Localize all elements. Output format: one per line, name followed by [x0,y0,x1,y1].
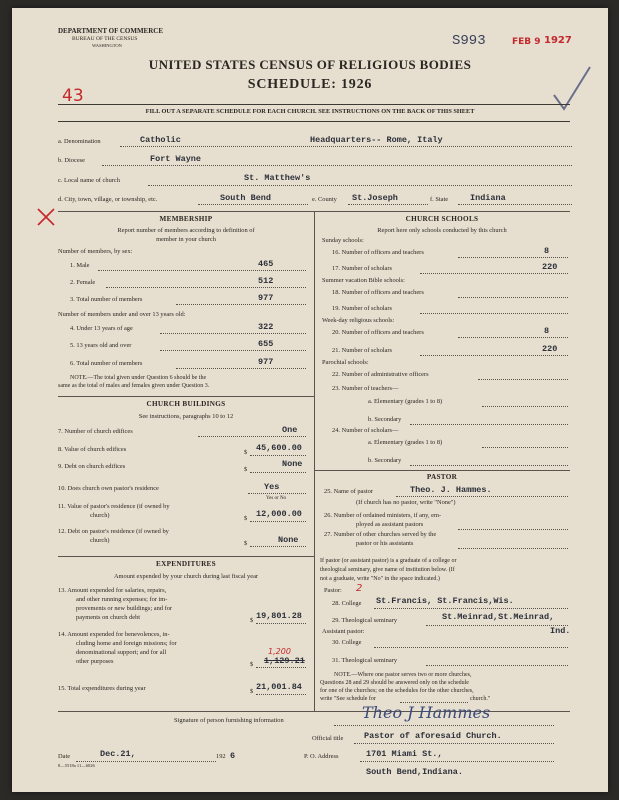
yes-no-hint: Yes or No [266,496,287,501]
summer-label: Summer vacation Bible schools: [322,277,405,284]
date-value: Dec.21, [100,749,136,759]
q22-label: 22. Number of administrative officers [332,371,429,378]
year-prefix: 192 [216,753,226,760]
received-year: 1927 [544,35,572,46]
q13-line-2: and other running expenses; for im- [76,596,168,603]
total-sex-line [176,304,306,305]
form-number: 8—5518a 11—6026 [58,763,95,768]
q21-label: 21. Number of scholars [332,347,392,354]
q10-line [248,493,306,494]
local-name-value: St. Matthew's [244,173,311,183]
date-label: Date [58,753,71,760]
schools-intro: Report here only schools conducted by this church [377,227,507,234]
handwritten-number: 43 [62,86,84,106]
po-line [360,761,554,762]
pastor-note-2: Questions 28 and 29 should be answered only on the schedule [320,680,469,686]
q27-label-2: pastor or his assistants [356,540,414,547]
denomination-line [120,146,572,147]
schedule-title: SCHEDULE: 1926 [247,77,373,92]
city-value: South Bend [220,193,272,203]
q25-note: (If church has no pastor, write "None") [356,499,456,506]
q23a-line [482,406,568,407]
q7-value: One [282,425,298,435]
state-line [458,204,572,205]
q24a-label: a. Elementary (grades 1 to 8) [368,439,443,446]
expenditures-intro: Amount expended by your church during last fiscal year [113,573,259,580]
schools-heading: CHURCH SCHOOLS [405,215,479,223]
q29-value-cont: Ind. [550,626,571,636]
city-label: d. City, town, village, or township, etc. [58,196,158,203]
pastor-note-1: NOTE.—Where one pastor serves two or more churches, [334,672,472,678]
grad-note-1: If pastor (or assistant pastor) is a graduate of a college or [320,558,457,564]
under-13-value: 322 [258,322,274,332]
membership-heading: MEMBERSHIP [159,215,213,223]
q7-line [198,436,306,437]
q27-label-1: 27. Number of other churches served by the [324,531,437,538]
dept-name: DEPARTMENT OF COMMERCE [58,27,164,35]
q16-label: 16. Number of officers and teachers [332,249,424,256]
q14-line-2: cluding home and foreign missions; for [76,640,177,647]
q12-line [250,546,306,547]
q22-line [478,379,568,380]
po-value-2: South Bend,Indiana. [366,767,463,777]
q10-value: Yes [264,482,280,492]
parochial-label: Parochial schools: [322,359,369,366]
q14-dollar: $ [250,661,254,668]
official-title-value: Pastor of aforesaid Church. [364,731,502,741]
q30-label: 30. College [332,639,362,646]
red-cross-icon [32,201,62,229]
denomination-value: Catholic [140,135,181,145]
q18-label: 18. Number of officers and teachers [332,289,424,296]
footer-rule [58,711,570,712]
total-age-line [176,368,306,369]
signature-line [334,725,554,726]
q19-label: 19. Number of scholars [332,305,392,312]
q28-line [374,608,568,609]
q26-label-1: 26. Number of ordained ministers, if any, em- [324,512,442,519]
q20-line [458,337,568,338]
received-stamp-date: FEB 9 [512,37,541,47]
q24a-line [482,447,568,448]
q19-line [420,313,568,314]
q25-value: Theo. J. Hammes. [410,485,492,495]
headquarters-value: Headquarters-- Rome, Italy [310,135,443,145]
q11-value: 12,000.00 [256,509,302,519]
q27-line [458,548,568,549]
q13-line-4: payments on church debt [76,614,141,621]
q31-line [426,665,568,666]
q9-dollar: $ [244,466,248,473]
q14-line-3: denominational support; and for all [76,649,167,656]
female-value: 512 [258,276,274,286]
year-value: 6 [230,751,236,761]
over-13-label: 5. 13 years old and over [70,342,132,349]
census-schedule-form [12,8,608,792]
expenditures-heading: EXPENDITURES [156,560,216,568]
by-sex-label: Number of members, by sex: [58,248,133,255]
diocese-label: b. Diocese [58,157,85,164]
q17-value: 220 [542,262,558,272]
q23a-label: a. Elementary (grades 1 to 8) [368,398,443,405]
county-value: St.Joseph [352,193,398,203]
q14-line-4: other purposes [76,658,114,665]
q24b-label: b. Secondary [368,457,402,464]
pastor-grad-label: Pastor: [324,587,342,594]
total-age-label: 6. Total number of members [70,360,143,367]
membership-intro-2: member in your church [156,236,216,243]
q14-line-1: 14. Amount expended for benevolences, in- [58,631,170,638]
q31-label: 31. Theological seminary [332,657,398,664]
q26-line [458,529,568,530]
q8-label: 8. Value of church edifices [58,446,127,453]
q15-dollar: $ [250,688,254,695]
diocese-value: Fort Wayne [150,154,202,164]
q15-value: 21,001.84 [256,682,302,692]
q13-dollar: $ [250,617,254,624]
over-13-line [160,350,306,351]
q28-value: St.Francis, St.Francis,Wis. [376,596,514,606]
membership-note-1: NOTE.—The total given under Question 6 should be the [70,375,207,381]
bureau-name: BUREAU OF THE CENSUS [72,36,138,42]
expenditures-rule [58,556,314,557]
q10-label: 10. Does church own pastor's residence [58,485,159,492]
q14-red-correction: 1,200 [268,647,291,656]
total-sex-label: 3. Total number of members [70,296,143,303]
q18-line [458,297,568,298]
state-label: f. State [430,196,449,203]
assistant-label: Assistant pastor: [322,628,365,635]
pastor-note-5: church." [470,696,491,702]
q21-line [420,355,568,356]
q9-label: 9. Debt on church edifices [58,463,126,470]
po-value: 1701 Miami St., [366,749,443,759]
q23-label: 23. Number of teachers— [332,385,399,392]
q20-value: 8 [544,326,550,336]
q15-label: 15. Total expenditures during year [58,685,146,692]
q7-label: 7. Number of church edifices [58,428,133,435]
q17-label: 17. Number of scholars [332,265,392,272]
male-line [98,270,306,271]
q13-value: 19,801.28 [256,611,302,621]
q12-label-2: church) [90,537,110,544]
q12-value: None [278,535,299,545]
official-title-line [354,743,554,744]
q23b-label: b. Secondary [368,416,402,423]
total-age-value: 977 [258,357,274,367]
q17-line [420,273,568,274]
male-label: 1. Male [70,262,90,269]
q13-line [256,623,306,624]
grad-note-2: theological seminary, give name of institution below. (If [320,567,455,573]
pastor-rule [314,470,570,471]
local-name-line [148,185,572,186]
county-label: e. County [312,196,337,203]
q8-line [250,455,306,456]
q26-label-2: ployed as assistant pastors [356,521,424,528]
female-label: 2. Female [70,279,96,286]
local-name-label: c. Local name of church [58,177,120,184]
sunday-label: Sunday schools: [322,237,364,244]
rule-top [58,104,570,105]
membership-note-2: same as the total of males and females given under Question 3. [58,383,210,389]
diocese-line [102,165,572,166]
q24-label: 24. Number of scholars— [332,427,399,434]
grad-note-3: not a graduate, write "No" in the space indicated.) [320,576,440,582]
pastor-heading: PASTOR [426,473,458,481]
county-line [348,204,428,205]
over-13-value: 655 [258,339,274,349]
weekday-label: Week-day religious schools: [322,317,395,324]
form-title: UNITED STATES CENSUS OF RELIGIOUS BODIES [148,57,472,72]
state-value: Indiana [470,193,506,203]
signature-label: Signature of person furnishing information [174,717,284,724]
q8-dollar: $ [244,449,248,456]
q11-label-1: 11. Value of pastor's residence (if owned by [58,503,170,510]
q24b-line [410,465,568,466]
q21-value: 220 [542,344,558,354]
general-instruction: FILL OUT A SEPARATE SCHEDULE FOR EACH CHURCH. SEE INSTRUCTIONS ON THE BACK OF THIS SHEET [145,108,475,115]
q29-label: 29. Theological seminary [332,617,398,624]
q14-line [256,667,306,668]
stamp-number: S993 [452,33,486,49]
q8-value: 45,600.00 [256,443,302,453]
q9-value: None [282,459,303,469]
q9-line [250,472,306,473]
q14-value: 1,129.21 [264,656,305,666]
membership-intro-1: Report number of members according to definition of [117,227,255,234]
buildings-heading: CHURCH BUILDINGS [146,400,226,408]
bureau-city: WASHINGTON [92,43,122,48]
pastor-note-4: write "See schedule for [320,696,376,702]
male-value: 465 [258,259,274,269]
q11-line [250,521,306,522]
q29-value: St.Meinrad,St.Meinrad, [442,612,555,622]
q25-line [396,496,568,497]
city-line [198,204,308,205]
q23b-line [410,424,568,425]
signature-value: Theo J Hammes [362,703,491,722]
under-13-line [160,333,306,334]
q13-line-1: 13. Amount expended for salaries, repairs, [58,587,167,594]
q25-label: 25. Name of pastor [324,488,373,495]
q20-label: 20. Number of officers and teachers [332,329,424,336]
q13-line-3: provements or new buildings; and for [76,605,173,612]
buildings-intro: See instructions, paragraphs 10 to 12 [138,413,234,420]
date-line [76,761,216,762]
female-line [106,287,306,288]
total-sex-value: 977 [258,293,274,303]
q16-line [458,257,568,258]
q12-label-1: 12. Debt on pastor's residence (if owned by [58,528,169,535]
under-13-label: 4. Under 13 years of age [70,325,133,332]
q28-label: 28. College [332,600,362,607]
rule-bottom [58,121,570,122]
q30-line [374,647,568,648]
q29-line [426,625,568,626]
q11-label-2: church) [90,512,110,519]
q12-dollar: $ [244,540,248,547]
red-mark-2: 2 [356,583,363,594]
po-label: P. O. Address [304,753,339,760]
column-divider [314,211,315,711]
q15-line [256,694,306,695]
q11-dollar: $ [244,515,248,522]
buildings-rule [58,396,314,397]
denomination-label: a. Denomination [58,138,101,145]
official-title-label: Official title [312,735,344,742]
age-intro: Number of members under and over 13 years old: [58,311,186,318]
q16-value: 8 [544,246,550,256]
pastor-note-3: for one of the churches; on the schedules for the other churches, [320,688,474,694]
